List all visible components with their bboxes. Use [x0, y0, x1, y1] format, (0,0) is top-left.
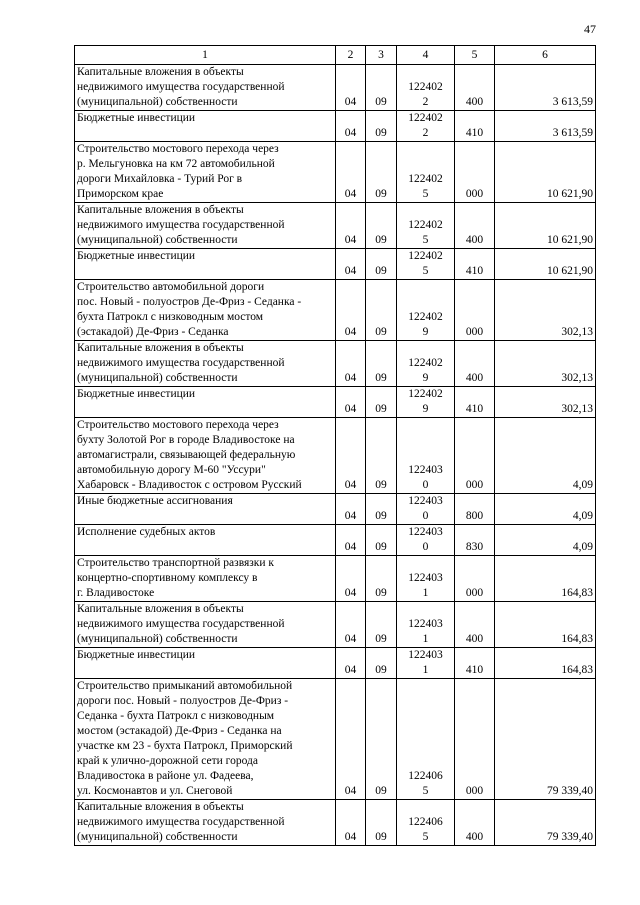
column-header: 5	[455, 46, 495, 65]
row-name-line: автомобильную дорогу М-60 "Уссури"	[77, 464, 266, 476]
target-code-part2: 0	[422, 479, 429, 491]
amount-cell: 10 621,90	[495, 203, 596, 249]
row-name-line: Капитальные вложения в объекты	[77, 801, 244, 813]
subsection-cell: 09	[366, 203, 397, 249]
row-name-line: недвижимого имущества государственной	[77, 618, 285, 630]
table-row	[75, 341, 596, 387]
table-body	[75, 65, 596, 846]
subsection-cell: 09	[366, 556, 397, 602]
subsection-cell: 09	[366, 341, 397, 387]
expense-type-cell: 830	[455, 525, 495, 556]
expense-type-cell: 000	[455, 418, 495, 494]
row-name-line: г. Владивостоке	[77, 587, 155, 599]
section-cell: 04	[336, 249, 366, 280]
target-code-cell	[397, 602, 455, 648]
expense-type-cell: 000	[455, 556, 495, 602]
row-name-line: Строительство мостового перехода через	[77, 419, 279, 431]
target-code-part1: 122402	[408, 357, 443, 369]
subsection-cell: 09	[366, 387, 397, 418]
amount-cell: 3 613,59	[495, 65, 596, 111]
target-code-part1: 122402	[408, 388, 443, 400]
row-name-line: (муниципальной) собственности	[77, 831, 238, 843]
row-name-line: р. Мельгуновка на км 72 автомобильной	[77, 158, 275, 170]
table-row	[75, 142, 596, 203]
subsection-cell: 09	[366, 602, 397, 648]
table-header-row	[75, 46, 596, 65]
expense-type-cell: 400	[455, 800, 495, 846]
row-name-cell	[75, 556, 336, 602]
table-row	[75, 387, 596, 418]
target-code-part2: 1	[422, 633, 429, 645]
row-name-line: бухта Патрокл с низководным мостом	[77, 311, 264, 323]
section-cell: 04	[336, 800, 366, 846]
target-code-part2: 5	[422, 188, 429, 200]
row-name-line: ул. Космонавтов и ул. Снеговой	[77, 785, 233, 797]
target-code-part2: 9	[422, 372, 429, 384]
expense-type-cell: 410	[455, 111, 495, 142]
target-code-cell	[397, 249, 455, 280]
row-name-line: автомагистрали, связывающей федеральную	[77, 449, 296, 461]
row-name-line: Исполнение судебных актов	[77, 526, 216, 538]
table-row	[75, 65, 596, 111]
target-code-cell	[397, 341, 455, 387]
row-name-line: мостом (эстакадой) Де-Фриз - Седанка на	[77, 725, 282, 737]
row-name-line: недвижимого имущества государственной	[77, 816, 285, 828]
row-name-line: Капитальные вложения в объекты	[77, 603, 244, 615]
budget-table	[74, 45, 596, 846]
target-code-part2: 2	[422, 96, 429, 108]
row-name-cell	[75, 679, 336, 800]
row-name-cell	[75, 800, 336, 846]
amount-cell: 3 613,59	[495, 111, 596, 142]
amount-cell: 164,83	[495, 556, 596, 602]
row-name-line: Капитальные вложения в объекты	[77, 342, 244, 354]
amount-cell: 164,83	[495, 602, 596, 648]
target-code-part1: 122403	[408, 649, 443, 661]
table-row	[75, 679, 596, 800]
row-name-line: Капитальные вложения в объекты	[77, 66, 244, 78]
amount-cell: 79 339,40	[495, 679, 596, 800]
row-name-line: концертно-спортивному комплексу в	[77, 572, 258, 584]
table-row	[75, 418, 596, 494]
row-name-line: Бюджетные инвестиции	[77, 250, 196, 262]
table-row	[75, 249, 596, 280]
row-name-line: Бюджетные инвестиции	[77, 388, 196, 400]
row-name-cell	[75, 111, 336, 142]
row-name-line: дороги Михайловка - Турий Рог в	[77, 173, 243, 185]
amount-cell: 302,13	[495, 280, 596, 341]
expense-type-cell: 410	[455, 648, 495, 679]
row-name-cell	[75, 525, 336, 556]
section-cell: 04	[336, 648, 366, 679]
column-header: 6	[495, 46, 596, 65]
row-name-line: (муниципальной) собственности	[77, 96, 238, 108]
column-header: 2	[336, 46, 366, 65]
target-code-cell	[397, 387, 455, 418]
row-name-line: пос. Новый - полуостров Де-Фриз - Седанка -	[77, 296, 302, 308]
row-name-line: Строительство примыканий автомобильной	[77, 680, 293, 692]
subsection-cell: 09	[366, 65, 397, 111]
amount-cell: 79 339,40	[495, 800, 596, 846]
target-code-cell	[397, 648, 455, 679]
section-cell: 04	[336, 602, 366, 648]
row-name-line: (эстакадой) Де-Фриз - Седанка	[77, 326, 229, 338]
table-row	[75, 280, 596, 341]
target-code-part1: 122403	[408, 464, 443, 476]
page-number: 47	[584, 22, 596, 36]
row-name-line	[77, 126, 333, 141]
row-name-cell	[75, 387, 336, 418]
section-cell: 04	[336, 525, 366, 556]
row-name-line: Бюджетные инвестиции	[77, 649, 196, 661]
target-code-part1: 122402	[408, 219, 443, 231]
row-name-line: Бюджетные инвестиции	[77, 112, 196, 124]
amount-cell: 302,13	[495, 387, 596, 418]
section-cell: 04	[336, 280, 366, 341]
amount-cell: 10 621,90	[495, 249, 596, 280]
expense-type-cell: 800	[455, 494, 495, 525]
row-name-cell	[75, 341, 336, 387]
row-name-line: (муниципальной) собственности	[77, 633, 238, 645]
row-name-line: (муниципальной) собственности	[77, 372, 238, 384]
table-row	[75, 648, 596, 679]
target-code-part2: 0	[422, 510, 429, 522]
target-code-cell	[397, 65, 455, 111]
table-row	[75, 800, 596, 846]
target-code-part1: 122406	[408, 816, 443, 828]
table-row	[75, 203, 596, 249]
amount-cell: 164,83	[495, 648, 596, 679]
section-cell: 04	[336, 387, 366, 418]
target-code-part1: 122402	[408, 112, 443, 124]
row-name-line: Иные бюджетные ассигнования	[77, 495, 233, 507]
target-code-part1: 122402	[408, 250, 443, 262]
section-cell: 04	[336, 494, 366, 525]
row-name-cell	[75, 203, 336, 249]
expense-type-cell: 000	[455, 142, 495, 203]
row-name-cell	[75, 648, 336, 679]
section-cell: 04	[336, 556, 366, 602]
expense-type-cell: 410	[455, 249, 495, 280]
table-row	[75, 556, 596, 602]
row-name-line: бухту Золотой Рог в городе Владивостоке на	[77, 434, 295, 446]
target-code-part1: 122402	[408, 81, 443, 93]
expense-type-cell: 400	[455, 341, 495, 387]
target-code-cell	[397, 679, 455, 800]
table-row	[75, 602, 596, 648]
row-name-line	[77, 264, 333, 279]
target-code-cell	[397, 556, 455, 602]
row-name-line: дороги пос. Новый - полуостров Де-Фриз -	[77, 695, 289, 707]
row-name-line: Хабаровск - Владивосток с островом Русский	[77, 479, 302, 491]
row-name-line: участке км 23 - бухта Патрокл, Приморский	[77, 740, 293, 752]
row-name-cell	[75, 602, 336, 648]
amount-cell: 4,09	[495, 418, 596, 494]
row-name-line: недвижимого имущества государственной	[77, 357, 285, 369]
expense-type-cell: 000	[455, 280, 495, 341]
amount-cell: 4,09	[495, 525, 596, 556]
subsection-cell: 09	[366, 525, 397, 556]
target-code-part2: 2	[422, 127, 429, 139]
row-name-cell	[75, 142, 336, 203]
row-name-line: Приморском крае	[77, 188, 164, 200]
target-code-cell	[397, 800, 455, 846]
target-code-part2: 9	[422, 403, 429, 415]
target-code-part2: 0	[422, 541, 429, 553]
row-name-line: Капитальные вложения в объекты	[77, 204, 244, 216]
target-code-cell	[397, 142, 455, 203]
section-cell: 04	[336, 418, 366, 494]
section-cell: 04	[336, 203, 366, 249]
row-name-line	[77, 402, 333, 417]
table-row	[75, 525, 596, 556]
target-code-part2: 5	[422, 785, 429, 797]
expense-type-cell: 400	[455, 65, 495, 111]
row-name-cell	[75, 280, 336, 341]
section-cell: 04	[336, 65, 366, 111]
column-header: 1	[75, 46, 336, 65]
target-code-part2: 5	[422, 265, 429, 277]
expense-type-cell: 400	[455, 203, 495, 249]
expense-type-cell: 000	[455, 679, 495, 800]
table-row	[75, 111, 596, 142]
row-name-line: Строительство автомобильной дороги	[77, 281, 265, 293]
target-code-cell	[397, 525, 455, 556]
row-name-line: Строительство транспортной развязки к	[77, 557, 275, 569]
row-name-line: Владивостока в районе ул. Фадеева,	[77, 770, 254, 782]
target-code-part1: 122402	[408, 173, 443, 185]
section-cell: 04	[336, 341, 366, 387]
subsection-cell: 09	[366, 418, 397, 494]
column-header: 3	[366, 46, 397, 65]
target-code-cell	[397, 280, 455, 341]
target-code-part2: 5	[422, 831, 429, 843]
section-cell: 04	[336, 111, 366, 142]
row-name-line: недвижимого имущества государственной	[77, 219, 285, 231]
target-code-part1: 122406	[408, 770, 443, 782]
amount-cell: 302,13	[495, 341, 596, 387]
section-cell: 04	[336, 142, 366, 203]
subsection-cell: 09	[366, 111, 397, 142]
row-name-line: Седанка - бухта Патрокл с низководным	[77, 710, 275, 722]
row-name-cell	[75, 249, 336, 280]
subsection-cell: 09	[366, 800, 397, 846]
target-code-cell	[397, 203, 455, 249]
target-code-part1: 122403	[408, 495, 443, 507]
row-name-cell	[75, 418, 336, 494]
subsection-cell: 09	[366, 280, 397, 341]
target-code-part2: 1	[422, 664, 429, 676]
row-name-cell	[75, 65, 336, 111]
row-name-line: край к улично-дорожной сети города	[77, 755, 258, 767]
subsection-cell: 09	[366, 494, 397, 525]
expense-type-cell: 400	[455, 602, 495, 648]
column-header: 4	[397, 46, 455, 65]
target-code-part2: 5	[422, 234, 429, 246]
section-cell: 04	[336, 679, 366, 800]
amount-cell: 4,09	[495, 494, 596, 525]
subsection-cell: 09	[366, 648, 397, 679]
target-code-part2: 9	[422, 326, 429, 338]
target-code-part1: 122403	[408, 618, 443, 630]
row-name-cell	[75, 494, 336, 525]
target-code-part1: 122403	[408, 526, 443, 538]
target-code-cell	[397, 111, 455, 142]
target-code-cell	[397, 418, 455, 494]
target-code-part1: 122402	[408, 311, 443, 323]
subsection-cell: 09	[366, 249, 397, 280]
target-code-part1: 122403	[408, 572, 443, 584]
target-code-part2: 1	[422, 587, 429, 599]
subsection-cell: 09	[366, 679, 397, 800]
target-code-cell	[397, 494, 455, 525]
row-name-line	[77, 663, 333, 678]
subsection-cell: 09	[366, 142, 397, 203]
row-name-line	[77, 540, 333, 555]
amount-cell: 10 621,90	[495, 142, 596, 203]
row-name-line: недвижимого имущества государственной	[77, 81, 285, 93]
expense-type-cell: 410	[455, 387, 495, 418]
row-name-line	[77, 509, 333, 524]
row-name-line: Строительство мостового перехода через	[77, 143, 279, 155]
row-name-line: (муниципальной) собственности	[77, 234, 238, 246]
table-row	[75, 494, 596, 525]
